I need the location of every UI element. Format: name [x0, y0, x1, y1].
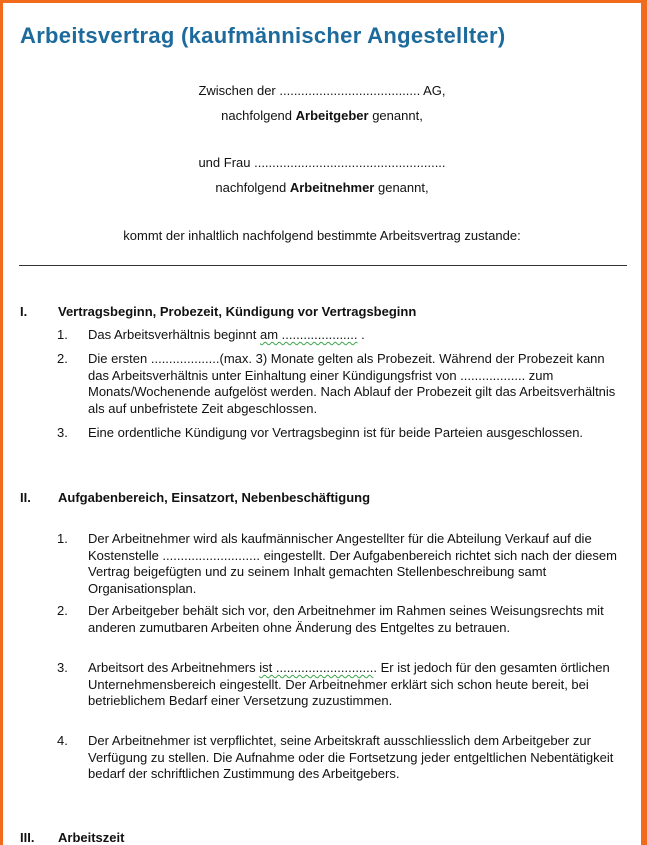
divider	[19, 265, 627, 266]
contract-intro: kommt der inhaltlich nachfolgend bestimmte Arbeitsvertrag zustande:	[123, 228, 521, 243]
party-employer-line: Zwischen der ....................................... AG,	[198, 83, 446, 98]
list-item: 4. Der Arbeitnehmer ist verpflichtet, seine Arbeitskraft ausschliesslich dem Arbeitgeber zur Verfügung zu stellen. Die Aufnahme oder die Fortsetzung jeder entgeltlichen Nebentätigkeit bedarf der schriftlichen Zustimmung des Arbeitgebers.	[57, 733, 614, 781]
employee-designation: nachfolgend Arbeitnehmer genannt,	[215, 180, 429, 195]
list-item: 3. Eine ordentliche Kündigung vor Vertragsbeginn ist für beide Parteien ausgeschlossen.	[57, 425, 584, 440]
employer-designation: nachfolgend Arbeitgeber genannt,	[221, 108, 423, 123]
list-item: 1. Das Arbeitsverhältnis beginnt am ..................... .	[57, 327, 365, 342]
document-title: Arbeitsvertrag (kaufmännischer Angestellter)	[20, 23, 506, 48]
document-page	[3, 3, 641, 845]
list-item: 2. Der Arbeitgeber behält sich vor, den Arbeitnehmer im Rahmen seines Weisungsrechts mit anderen zumutbaren Arbeiten ohne Änderung des Entgeltes zu betrauen.	[57, 603, 604, 635]
section-heading: III. Arbeitszeit	[20, 830, 125, 845]
list-item: 3. Arbeitsort des Arbeitnehmers ist ............................ Er ist jedoch für den gesamten örtlichen Unternehmensbereich eingestellt. Der Arbeitnehmer erklärt sich schon heute bereit, bei betrieblichem Bedarf einer Versetzung zuzustimmen.	[57, 660, 610, 708]
list-item: 2. Die ersten ...................(max. 3) Monate gelten als Probezeit. Während der Probezeit kann das Arbeitsverhältnis unter Einhaltung einer Kündigungsfrist von .................. zum Monats/Wochenende aufgelöst werden. Nach Ablauf der Probezeit gilt das Arbeitsverhältnis als auf unbefristete Zeit abgeschlossen.	[57, 351, 616, 416]
section-heading: I. Vertragsbeginn, Probezeit, Kündigung vor Vertragsbeginn	[20, 304, 417, 319]
party-employee-line: und Frau .....................................................	[198, 155, 446, 170]
list-item: 1. Der Arbeitnehmer wird als kaufmännischer Angestellter für die Abteilung Verkauf auf die Kostenstelle ........................... eingestellt. Der Aufgabenbereich richtet sich nach der diesem Vertrag beigefügten und zu seinem Inhalt gemachten Stellenbeschreibung samt Organisationsplan.	[57, 531, 617, 596]
section-heading: II. Aufgabenbereich, Einsatzort, Nebenbeschäftigung	[20, 490, 371, 505]
